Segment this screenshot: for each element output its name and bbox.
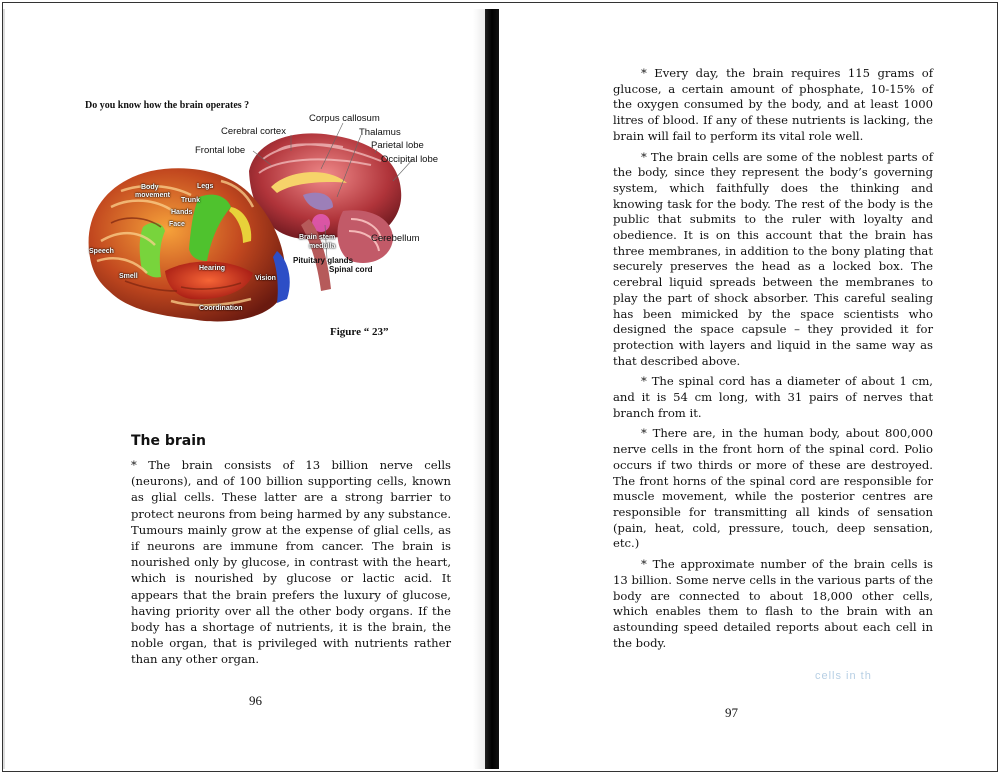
label-spinal-cord: Spinal cord <box>329 265 373 274</box>
label-coordination: Coordination <box>199 305 243 312</box>
label-frontal-lobe: Frontal lobe <box>195 145 246 156</box>
label-hearing: Hearing <box>199 265 226 272</box>
label-body: Body <box>141 184 159 191</box>
label-medulla: medulla <box>309 243 336 250</box>
label-pituitary-glands: Pituitary glands <box>293 256 354 265</box>
right-paragraph-1: * Every day, the brain requires 115 grams of glucose, a certain amount of phosphate, 10-15% of the oxygen consumed by the body, and at least 1000 litres of blood. If any of these nutrients is lacking, the brain will fail to perform its vital role well. <box>613 66 933 143</box>
figure-caption: Figure “ 23” <box>330 326 389 338</box>
label-legs: Legs <box>197 183 214 190</box>
gutter-shadow <box>473 9 485 769</box>
book-gutter <box>485 9 499 769</box>
label-smell: Smell <box>119 273 138 280</box>
label-brain-stem: Brain stem <box>299 234 336 241</box>
label-thalamus: Thalamus <box>359 127 401 138</box>
page-edge <box>3 9 5 769</box>
right-paragraph-2: * The brain cells are some of the noblest parts of the body, since they represent the body’s governing system, which faithfully does the thinking and knowing task for the body. The rest of the body is the public that submits to the ruler with loyalty and obedience. It is on this account that the brain has three membranes, in addition to the bony plating that securely preserves the head as a locked box. The cerebral liquid spreads between the membranes to play the part of shock absorber. This careful sealing has been mimicked by the space scientists who designed the space capsule – they provided it for protection with layers and liquid in the same way as that described above. <box>613 149 933 368</box>
page-number-right: 97 <box>725 705 738 720</box>
label-hands: Hands <box>171 209 193 216</box>
book-spread <box>2 2 998 772</box>
left-paragraph: * The brain consists of 13 billion nerve cells (neurons), and of 100 billion supporting cells, known as glial cells. These latter are a strong barrier to protect neurons from being harmed by any substance. Tumours mainly grow at the expense of glial cells, as if neurons are immune from cancer. The brain is nourished only by glucose, in contrast with the heart, which is nourished by glucose or lactic acid. It appears that the brain prefers the luxury of glucose, having priority over all the other body organs. If the body has a shortage of nutrients, it is the brain, the noble organ, that is privileged with nutrients rather than any other organ. <box>131 458 451 667</box>
label-occipital-lobe: Occipital lobe <box>381 154 439 165</box>
label-parietal-lobe: Parietal lobe <box>371 140 424 151</box>
label-corpus-callosum: Corpus callosum <box>309 113 380 124</box>
right-paragraph-3: * The spinal cord has a diameter of about 1 cm, and it is 54 cm long, with 31 pairs of nerves that branch from it. <box>613 374 933 420</box>
label-vision: Vision <box>255 275 276 282</box>
right-paragraph-5: * The approximate number of the brain cells is 13 billion. Some nerve cells in the various parts of the body are connected to about 18,000 other cells, which enables them to flash to the brain with an astounding speed detailed reports about each cell in the body. <box>613 557 933 650</box>
label-cerebellum: Cerebellum <box>371 233 420 244</box>
right-paragraph-4: * There are, in the human body, about 800,000 nerve cells in the front horn of the spinal cord. Polio occurs if two thirds or more of these are destroyed. The front horns of the spinal cord are responsible for muscle movement, while the posterior centres are responsible for transmitting all kinds of sensation (pain, heat, cold, pressure, touch, deep sensation, etc.) <box>613 426 933 551</box>
label-cerebral-cortex: Cerebral cortex <box>221 126 286 137</box>
label-speech: Speech <box>89 248 114 255</box>
label-face: Face <box>169 221 185 228</box>
left-page <box>3 3 485 771</box>
label-trunk: Trunk <box>181 197 201 204</box>
page-number-left: 96 <box>249 693 262 708</box>
section-title: The brain <box>131 433 207 449</box>
label-movement: movement <box>135 192 171 199</box>
show-through-text: cells in th <box>815 670 872 682</box>
right-text-column <box>613 66 933 656</box>
figure-question: Do you know how the brain operates ? <box>85 100 250 111</box>
